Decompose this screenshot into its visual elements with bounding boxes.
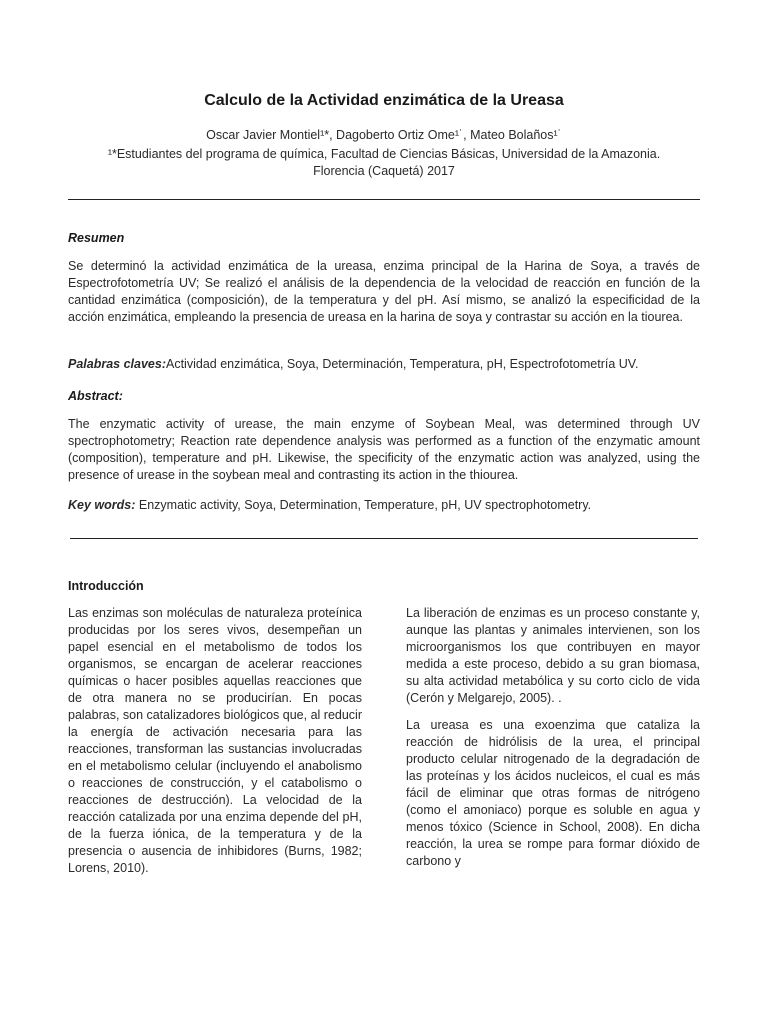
key-words-text: Enzymatic activity, Soya, Determination, Temperature, pH, UV spectrophotometry. — [135, 498, 592, 512]
palabras-claves — [68, 356, 700, 373]
introduccion-heading: Introducción — [68, 579, 144, 593]
palabras-claves-label: Palabras claves: — [68, 357, 166, 371]
palabras-claves-text: Actividad enzimática, Soya, Determinación, Temperatura, pH, Espectrofotometría UV. — [166, 357, 639, 371]
abstract-text: The enzymatic activity of urease, the main enzyme of Soybean Meal, was determined through UV spectrophotometry; Reaction rate dependence analysis was performed as a function of the enzymatic amount (composition), temperature and pH. Likewise, the specificity of the enzymatic action was analyzed, using the presence of urease in the soybean meal and contrasting its action in the thiourea. — [68, 417, 700, 482]
paper-title: Calculo de la Actividad enzimática de la Ureasa — [204, 92, 564, 109]
key-words-label: Key words: — [68, 498, 136, 512]
author-list: Oscar Javier Montiel¹*, Dagoberto Ortiz Ome¹˙, Mateo Bolaños¹˙ — [206, 128, 562, 142]
intro-paragraph-right-2: La ureasa es una exoenzima que cataliza la reacción de hidrólisis de la urea, el principal producto celular nitrogenado de la degradación de las proteínas y los ácidos nucleicos, el cual es más fácil de eliminar que otras formas de nitrógeno (como el amoniaco) porque es soluble en agua y menos tóxico (Science in School, 2008). En dicha reacción, la urea se rompe para formar dióxido de carbono y — [406, 718, 700, 868]
intro-paragraph-right-1: La liberación de enzimas es un proceso constante y, aunque las plantas y animales intervienen, son los microorganismos los que contribuyen en mayor medida a este proceso, debido a su gran biomasa, su alta actividad metabólica y su corto ciclo de vida (Cerón y Melgarejo, 2005). . — [406, 606, 700, 705]
header-divider — [68, 199, 700, 200]
abstract-heading: Abstract: — [68, 389, 123, 403]
affiliation: ¹*Estudiantes del programa de química, Facultad de Ciencias Básicas, Universidad de la Amazonia. — [107, 147, 661, 161]
key-words — [68, 497, 700, 514]
resumen-heading: Resumen — [68, 231, 125, 245]
right-column — [406, 605, 700, 880]
intro-paragraph-left: Las enzimas son moléculas de naturaleza proteínica producidas por los seres vivos, desempeñan un papel esencial en el metabolismo de todos los organismos, se encargan de acelerar reacciones químicas o hacer posibles aquellas reacciones que de otra manera no se producirían. En pocas palabras, son catalizadores biológicos que, al reducir la energía de activación necesaria para las reacciones, transforman las sustancias involucradas en el metabolismo celular (incluyendo el anabolismo o reacciones de construcción, y el catabolismo o reacciones de destrucción). La velocidad de la reacción catalizada por una enzima depende del pH, de la fuerza iónica, de la temperatura y de la presencia o ausencia de inhibidores (Burns, 1982; Lorens, 2010). — [68, 606, 362, 875]
section-divider — [70, 538, 698, 539]
left-column — [68, 605, 362, 887]
resumen-text: Se determinó la actividad enzimática de la ureasa, enzima principal de la Harina de Soya, a través de Espectrofotometría UV; Se realizó el análisis de la dependencia de la velocidad de reacción en función de la cantidad enzimática (composición), de la temperatura y del pH. Así mismo, se analizó la especificidad de la acción enzimática, empleando la presencia de ureasa en la harina de soya y contrastar su acción en la tiourea. — [68, 259, 700, 324]
location-year: Florencia (Caquetá) 2017 — [313, 164, 455, 178]
